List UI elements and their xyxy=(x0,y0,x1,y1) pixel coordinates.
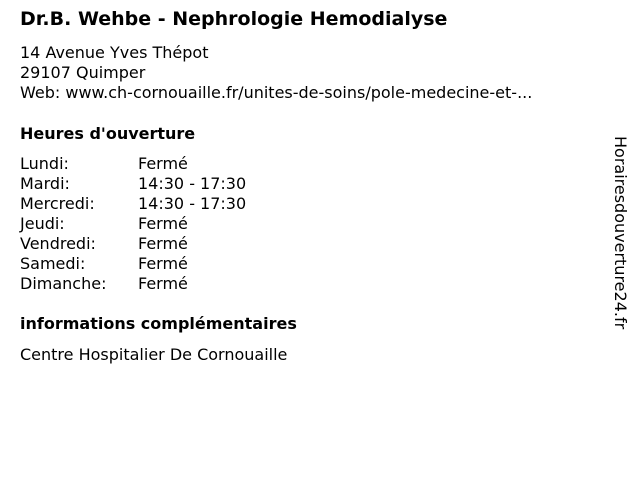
hours-row-lundi xyxy=(20,154,246,174)
hours-row-samedi xyxy=(20,254,246,274)
address-block xyxy=(20,43,595,103)
day-label: Dimanche: xyxy=(20,274,107,293)
hours-row-vendredi xyxy=(20,234,246,254)
opening-hours-heading: Heures d'ouverture xyxy=(20,124,196,143)
page-title: Dr.B. Wehbe - Nephrologie Hemodialyse xyxy=(20,8,448,30)
hours-row-mardi xyxy=(20,174,246,194)
day-hours: Fermé xyxy=(138,274,188,293)
additional-info-heading: informations complémentaires xyxy=(20,314,297,333)
additional-info-text: Centre Hospitalier De Cornouaille xyxy=(20,345,288,364)
day-label: Samedi: xyxy=(20,254,86,273)
day-label: Jeudi: xyxy=(20,214,65,233)
day-label: Mercredi: xyxy=(20,194,95,213)
day-hours: Fermé xyxy=(138,214,188,233)
day-hours: 14:30 - 17:30 xyxy=(138,194,247,213)
hours-row-mercredi xyxy=(20,194,246,214)
day-label: Vendredi: xyxy=(20,234,96,253)
day-hours: 14:30 - 17:30 xyxy=(138,174,247,193)
website-link[interactable]: Web: www.ch-cornouaille.fr/unites-de-soins/pole-medecine-et-... xyxy=(20,83,533,102)
day-label: Mardi: xyxy=(20,174,70,193)
day-label: Lundi: xyxy=(20,154,69,173)
city-address: 29107 Quimper xyxy=(20,63,146,82)
site-watermark: Horairesdouverture24.fr xyxy=(611,136,630,330)
day-hours: Fermé xyxy=(138,234,188,253)
hours-row-dimanche xyxy=(20,274,246,294)
day-hours: Fermé xyxy=(138,254,188,273)
street-address: 14 Avenue Yves Thépot xyxy=(20,43,209,62)
opening-hours-table xyxy=(20,154,246,294)
day-hours: Fermé xyxy=(138,154,188,173)
hours-row-jeudi xyxy=(20,214,246,234)
